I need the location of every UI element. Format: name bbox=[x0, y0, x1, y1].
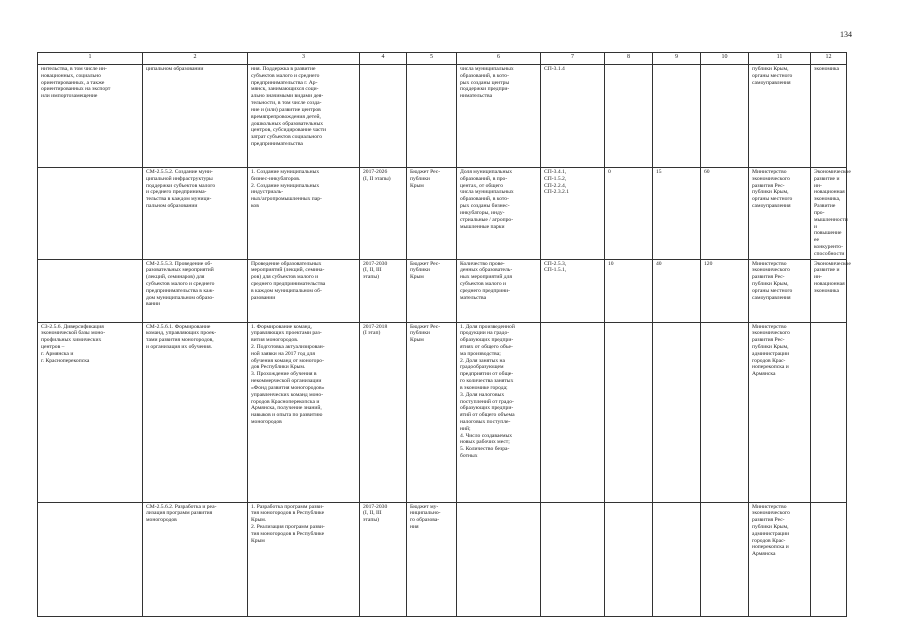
value-cell: 15 bbox=[653, 168, 701, 260]
link-cell: СП-2.5.3, СП-1.5.1, bbox=[541, 259, 605, 322]
link-cell bbox=[541, 502, 605, 616]
measure-cell: СМ-2.5.5.3. Проведение об- разовательных мероприятий (лекций, семинаров) для субъектов малого и среднего предпринимательства в каж- дом муниципальном образо- вании bbox=[143, 259, 248, 322]
value-cell: 40 bbox=[653, 259, 701, 322]
program-cell bbox=[811, 502, 847, 616]
value-cell bbox=[701, 322, 749, 502]
activity-cell: ния. Поддержка в развитие субъектов малого и среднего предпринимательства г. Ар- мянск, занимающихся соци- ально значимыми видами дея- тельности, в том числе созда- ние и (или) развитие центров времяпрепровождения детей, дошкольных образовательных центров, субсидирование части затрат субъектов социального предпринимательства bbox=[248, 65, 360, 168]
activity-cell: 1. Разработка программ разви- тия моногородов в Республике Крым. 2. Реализация программ разви- тия моногородов в Республике Крым bbox=[248, 502, 360, 616]
value-cell: 0 bbox=[605, 168, 653, 260]
value-cell bbox=[701, 502, 749, 616]
responsible-cell: Министерство экономического развития Рес- публики Крым, органы местного самоуправления bbox=[749, 168, 811, 260]
col-header-2: 2 bbox=[143, 53, 248, 65]
col-header-10: 10 bbox=[701, 53, 749, 65]
period-cell: 2017-2026 (I, II этапы) bbox=[360, 168, 407, 260]
program-cell bbox=[811, 322, 847, 502]
value-cell bbox=[605, 65, 653, 168]
value-cell bbox=[653, 322, 701, 502]
funding-cell: Бюджет му- ниципально- го образова- ния bbox=[407, 502, 457, 616]
col-header-7: 7 bbox=[541, 53, 605, 65]
col-header-11: 11 bbox=[749, 53, 811, 65]
funding-cell: Бюджет Рес- публики Крым bbox=[407, 168, 457, 260]
indicator-cell: 1. Доля произведенной продукции на градо- образующих предпри- ятиях от общего объе- ма производства; 2. Доля занятых на градообразующем предприятии от обще- го количества занятых в экономике города; 3. Доля налоговых поступлений от градо- образующих предпри- ятий от общего объема налоговых поступле- ний; 4. Число создаваемых новых рабочих мест; 5. Количество безра- ботных bbox=[457, 322, 541, 502]
responsible-cell: Министерство экономического развития Рес- публики Крым, администрации городов Крас- ноперекопска и Армянска bbox=[749, 502, 811, 616]
value-cell bbox=[605, 322, 653, 502]
goal-cell bbox=[38, 168, 143, 260]
column-number-row bbox=[38, 53, 847, 65]
value-cell bbox=[701, 65, 749, 168]
measure-cell: СМ-2.5.6.2. Разработка и реа- лизация программ развития моногородов bbox=[143, 502, 248, 616]
value-cell bbox=[653, 65, 701, 168]
responsible-cell: публики Крым, органы местного самоуправления bbox=[749, 65, 811, 168]
table-row bbox=[38, 65, 847, 168]
col-header-1: 1 bbox=[38, 53, 143, 65]
col-header-8: 8 bbox=[605, 53, 653, 65]
activity-cell: 1. Формирование команд, управляющих проектами раз- вития моногородов. 2. Подготовка актуализирован- ной заявки на 2017 год для обучения команд от моногоро- дов Республики Крым. 3. Прохождение обучения в некоммерческой организации «Фонд развития моногородов» управленческих команд моно- городов Красноперекопска и Армянска, получение знаний, навыков и опыта по развитию моногородов bbox=[248, 322, 360, 502]
program-cell: Экономическое развитие и ин- новационная экономика bbox=[811, 259, 847, 322]
funding-cell: Бюджет Рес- публики Крым bbox=[407, 322, 457, 502]
table-row bbox=[38, 259, 847, 322]
col-header-12: 12 bbox=[811, 53, 847, 65]
value-cell: 120 bbox=[701, 259, 749, 322]
col-header-5: 5 bbox=[407, 53, 457, 65]
activity-cell: 1. Создание муниципальных бизнес-инкубаторов. 2. Создание муниципальных индустриаль- ных/агропромышленных пар- ков bbox=[248, 168, 360, 260]
value-cell bbox=[653, 502, 701, 616]
link-cell: СП-3.1.4 bbox=[541, 65, 605, 168]
col-header-9: 9 bbox=[653, 53, 701, 65]
measure-cell: СМ-2.5.5.2. Создание муни- ципальной инфраструктуры поддержки субъектов малого и среднего предпринима- тельства в каждом муници- пальном образовании bbox=[143, 168, 248, 260]
indicator-cell bbox=[457, 502, 541, 616]
goal-cell bbox=[38, 502, 143, 616]
indicator-cell: числа муниципальных образований, в кото- рых созданы центры поддержки предпри- нимательства bbox=[457, 65, 541, 168]
program-cell: Экономическое развитие и ин- новационная экономика, Развитие про- мышленности и повышение ее конкуренто- способности bbox=[811, 168, 847, 260]
responsible-cell: Министерство экономического развития Рес- публики Крым, администрации городов Крас- ноперекопска и Армянска bbox=[749, 322, 811, 502]
indicator-cell: Доля муниципальных образований, в про- центах, от общего числа муниципальных образований, в кото- рых созданы бизнес- инкубаторы, инду- стриальные / агропро- мышленные парки bbox=[457, 168, 541, 260]
period-cell: 2017-2018 (I этап) bbox=[360, 322, 407, 502]
strategy-table bbox=[37, 52, 851, 617]
value-cell bbox=[605, 502, 653, 616]
table-row bbox=[38, 168, 847, 260]
activity-cell: Проведение образовательных мероприятий (лекций, семина- ров) для субъектов малого и среднего предпринимательства в каждом муниципальном об- разовании bbox=[248, 259, 360, 322]
link-cell bbox=[541, 322, 605, 502]
table-row bbox=[38, 322, 847, 502]
goal-cell: нительства, в том числе ин- новационных, социально ориентированных, а также ориентированных на экспорт или импортозамещение bbox=[38, 65, 143, 168]
measure-cell: СМ-2.5.6.1. Формирование команд, управляющих проек- тами развития моногородов, и организация их обучения. bbox=[143, 322, 248, 502]
responsible-cell: Министерство экономического развития Рес- публики Крым, органы местного самоуправления bbox=[749, 259, 811, 322]
funding-cell bbox=[407, 65, 457, 168]
period-cell: 2017-2030 (I, II, III этапы) bbox=[360, 502, 407, 616]
period-cell: 2017-2030 (I, II, III этапы) bbox=[360, 259, 407, 322]
measure-cell: ципальном образовании bbox=[143, 65, 248, 168]
link-cell: СП-3.4.1, СП-1.5.2, СП-2.2.4, СП-2.3.2.1 bbox=[541, 168, 605, 260]
col-header-3: 3 bbox=[248, 53, 360, 65]
col-header-6: 6 bbox=[457, 53, 541, 65]
funding-cell: Бюджет Рес- публики Крым bbox=[407, 259, 457, 322]
goal-cell bbox=[38, 259, 143, 322]
col-header-4: 4 bbox=[360, 53, 407, 65]
value-cell: 10 bbox=[605, 259, 653, 322]
goal-cell: СЗ-2.5.6. Диверсификация экономической базы моно- профильных химических центров – г. Армянска и г. Красноперекопска bbox=[38, 322, 143, 502]
value-cell: 60 bbox=[701, 168, 749, 260]
table-row bbox=[38, 502, 847, 616]
indicator-cell: Количество прове- денных образователь- ных мероприятий для субъектов малого и среднего предприни- мательства bbox=[457, 259, 541, 322]
page-number: 134 bbox=[840, 30, 852, 39]
period-cell bbox=[360, 65, 407, 168]
program-cell: экономика bbox=[811, 65, 847, 168]
